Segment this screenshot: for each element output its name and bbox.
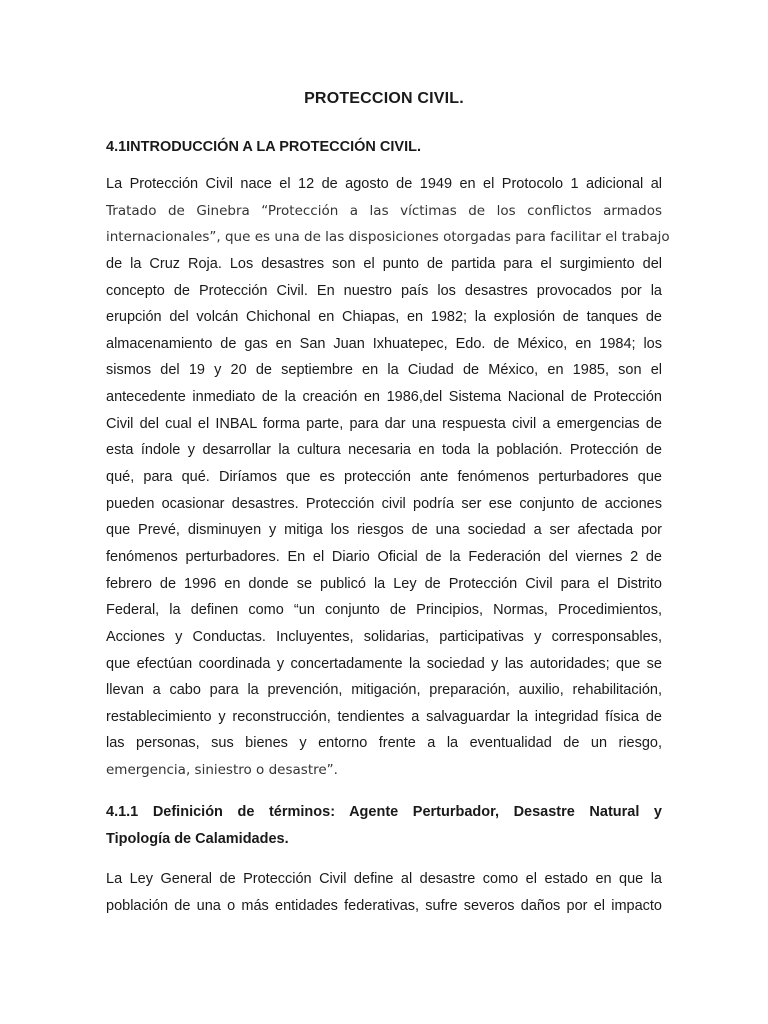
paragraph-line: emergencia, siniestro o desastre”. — [106, 762, 338, 779]
paragraph-line: que efectúan coordinada y concertadamente la sociedad y las autoridades; que se — [106, 655, 662, 672]
definition-paragraph — [106, 866, 662, 919]
paragraph-line: las personas, sus bienes y entorno frente a la eventualidad de un riesgo, — [106, 735, 662, 752]
paragraph-line: La Ley General de Protección Civil define al desastre como el estado en que la — [106, 871, 662, 887]
paragraph-line: de la Cruz Roja. Los desastres son el punto de partida para el surgimiento del — [106, 255, 662, 272]
paragraph-line: llevan a cabo para la prevención, mitigación, preparación, auxilio, rehabilitación, — [106, 682, 662, 699]
paragraph-line: concepto de Protección Civil. En nuestro país los desastres provocados por la — [106, 282, 662, 299]
subsection-heading-line: 4.1.1 Definición de términos: Agente Perturbador, Desastre Natural y — [106, 804, 662, 820]
paragraph-line: población de una o más entidades federativas, sufre severos daños por el impacto — [106, 897, 662, 914]
subsection-heading — [106, 799, 662, 853]
section-heading: 4.1INTRODUCCIÓN A LA PROTECCIÓN CIVIL. — [106, 139, 421, 155]
intro-paragraph — [106, 171, 670, 784]
paragraph-line: sismos del 19 y 20 de septiembre en la Ciudad de México, en 1985, son el — [106, 362, 662, 379]
paragraph-line: Civil del cual el INBAL forma parte, para dar una respuesta civil a emergencias de — [106, 415, 662, 432]
paragraph-line: La Protección Civil nace el 12 de agosto de 1949 en el Protocolo 1 adicional al — [106, 176, 662, 192]
paragraph-line: qué, para qué. Diríamos que es protección ante fenómenos perturbadores que — [106, 469, 662, 486]
paragraph-line: antecedente inmediato de la creación en 1986,del Sistema Nacional de Protección — [106, 389, 662, 406]
paragraph-line: Acciones y Conductas. Incluyentes, solidarias, participativas y corresponsables, — [106, 628, 662, 645]
subsection-heading-line: Tipología de Calamidades. — [106, 831, 289, 847]
paragraph-line: que Prevé, disminuyen y mitiga los riesgos de una sociedad a ser afectada por — [106, 522, 662, 539]
paragraph-line: erupción del volcán Chichonal en Chiapas, en 1982; la explosión de tanques de — [106, 309, 662, 326]
paragraph-line: esta índole y desarrollar la cultura necesaria en toda la población. Protección de — [106, 442, 662, 459]
document-title: PROTECCION CIVIL. — [304, 90, 464, 107]
paragraph-line: fenómenos perturbadores. En el Diario Oficial de la Federación del viernes 2 de — [106, 548, 662, 565]
paragraph-line: Federal, la definen como “un conjunto de Principios, Normas, Procedimientos, — [106, 602, 662, 619]
paragraph-line: febrero de 1996 en donde se publicó la Ley de Protección Civil para el Distrito — [106, 575, 662, 592]
paragraph-line: Tratado de Ginebra “Protección a las víctimas de los conflictos armados — [106, 202, 662, 219]
paragraph-line: pueden ocasionar desastres. Protección civil podría ser ese conjunto de acciones — [106, 495, 662, 512]
paragraph-line: internacionales”, que es una de las disposiciones otorgadas para facilitar el trabajo — [106, 229, 670, 246]
paragraph-line: restablecimiento y reconstrucción, tendientes a salvaguardar la integridad física de — [106, 708, 662, 725]
paragraph-line: almacenamiento de gas en San Juan Ixhuatepec, Edo. de México, en 1984; los — [106, 335, 662, 352]
